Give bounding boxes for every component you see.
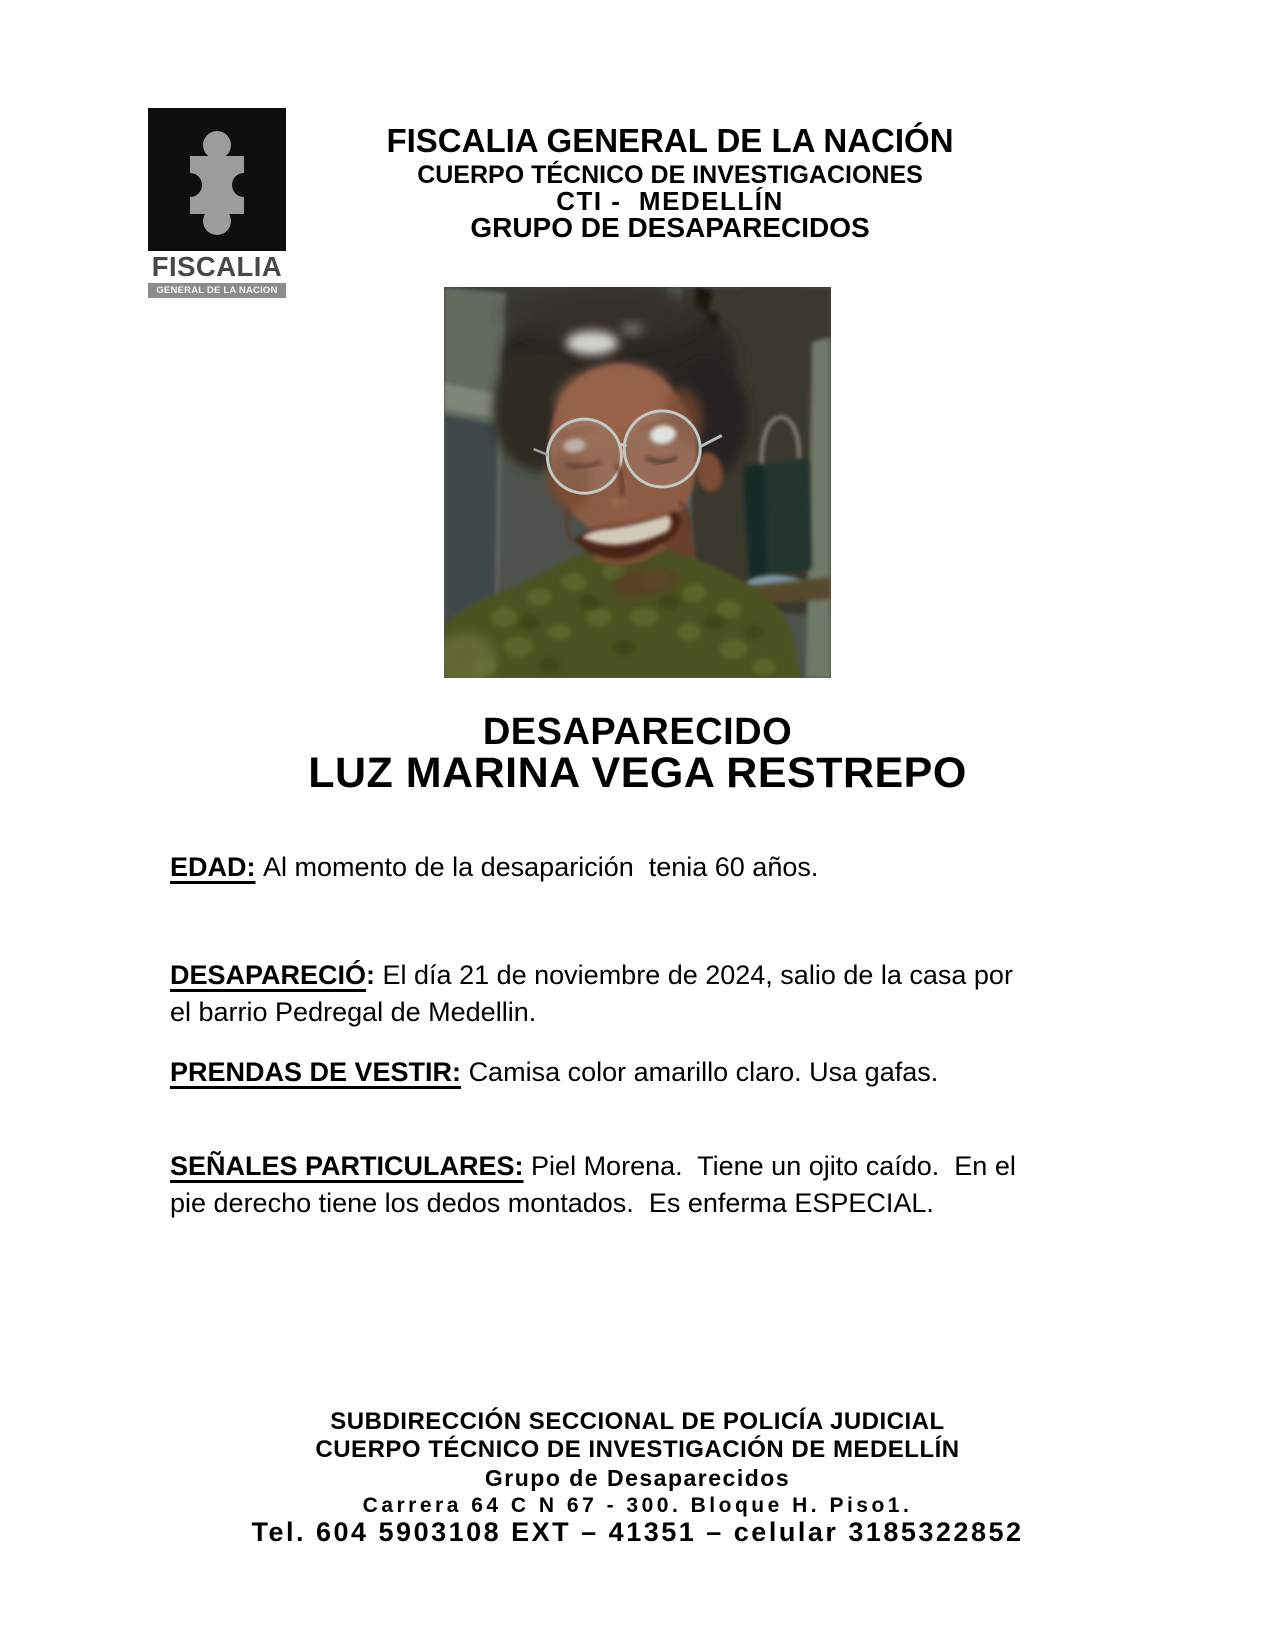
section-edad-sep (256, 852, 264, 882)
section-prendas (170, 1054, 1080, 1091)
header-cti-line: CTI - MEDELLÍN (556, 186, 784, 216)
footer-cuerpo-tecnico: CUERPO TÉCNICO DE INVESTIGACIÓN DE MEDELLÍN (315, 1436, 960, 1463)
footer-phone: Tel. 604 5903108 EXT – 41351 – celular 3185322852 (251, 1517, 1024, 1547)
section-senales-label: SEÑALES PARTICULARES: (170, 1151, 524, 1181)
puzzle-piece-icon (148, 108, 286, 251)
person-name: LUZ MARINA VEGA RESTREPO (308, 749, 967, 797)
section-desaparecio (170, 957, 1080, 1031)
section-desaparecio-text-line1: El día 21 de noviembre de 2024, salio de la casa por (382, 960, 1013, 990)
header-agency-subtitle: CUERPO TÉCNICO DE INVESTIGACIONES (417, 161, 923, 189)
logo-brand-text: FISCALIA (151, 251, 283, 282)
section-senales-text-line2: pie derecho tiene los dedos montados. Es enferma ESPECIAL. (170, 1188, 934, 1218)
section-desaparecio-text-line2: el barrio Pedregal de Medellin. (170, 997, 537, 1027)
section-senales-sep (524, 1151, 532, 1181)
header-group-line: GRUPO DE DESAPARECIDOS (470, 212, 870, 243)
section-desaparecio-sep: : (366, 960, 383, 990)
section-desaparecio-label: DESAPARECIÓ (170, 960, 367, 990)
status-title: DESAPARECIDO (482, 711, 793, 753)
section-edad-label: EDAD: (170, 852, 256, 882)
section-prendas-sep (461, 1057, 469, 1087)
logo-tagline-text: GENERAL DE LA NACION (148, 283, 286, 298)
footer-subdireccion: SUBDIRECCIÓN SECCIONAL DE POLICÍA JUDICIAL (330, 1408, 945, 1435)
footer-grupo: Grupo de Desaparecidos (484, 1465, 791, 1491)
section-prendas-text: Camisa color amarillo claro. Usa gafas. (468, 1057, 939, 1087)
header-agency-title: FISCALIA GENERAL DE LA NACIÓN (386, 122, 954, 159)
footer-address: Carrera 64 C N 67 - 300. Bloque H. Piso1. (362, 1494, 913, 1517)
section-edad (170, 849, 1080, 886)
section-senales (170, 1148, 1080, 1222)
section-edad-text: Al momento de la desaparición tenia 60 años. (263, 852, 819, 882)
fiscalia-logo (148, 108, 286, 298)
section-prendas-label: PRENDAS DE VESTIR: (170, 1057, 462, 1087)
section-senales-text-line1: Piel Morena. Tiene un ojito caído. En el (531, 1151, 1016, 1181)
missing-person-photo (444, 287, 831, 678)
